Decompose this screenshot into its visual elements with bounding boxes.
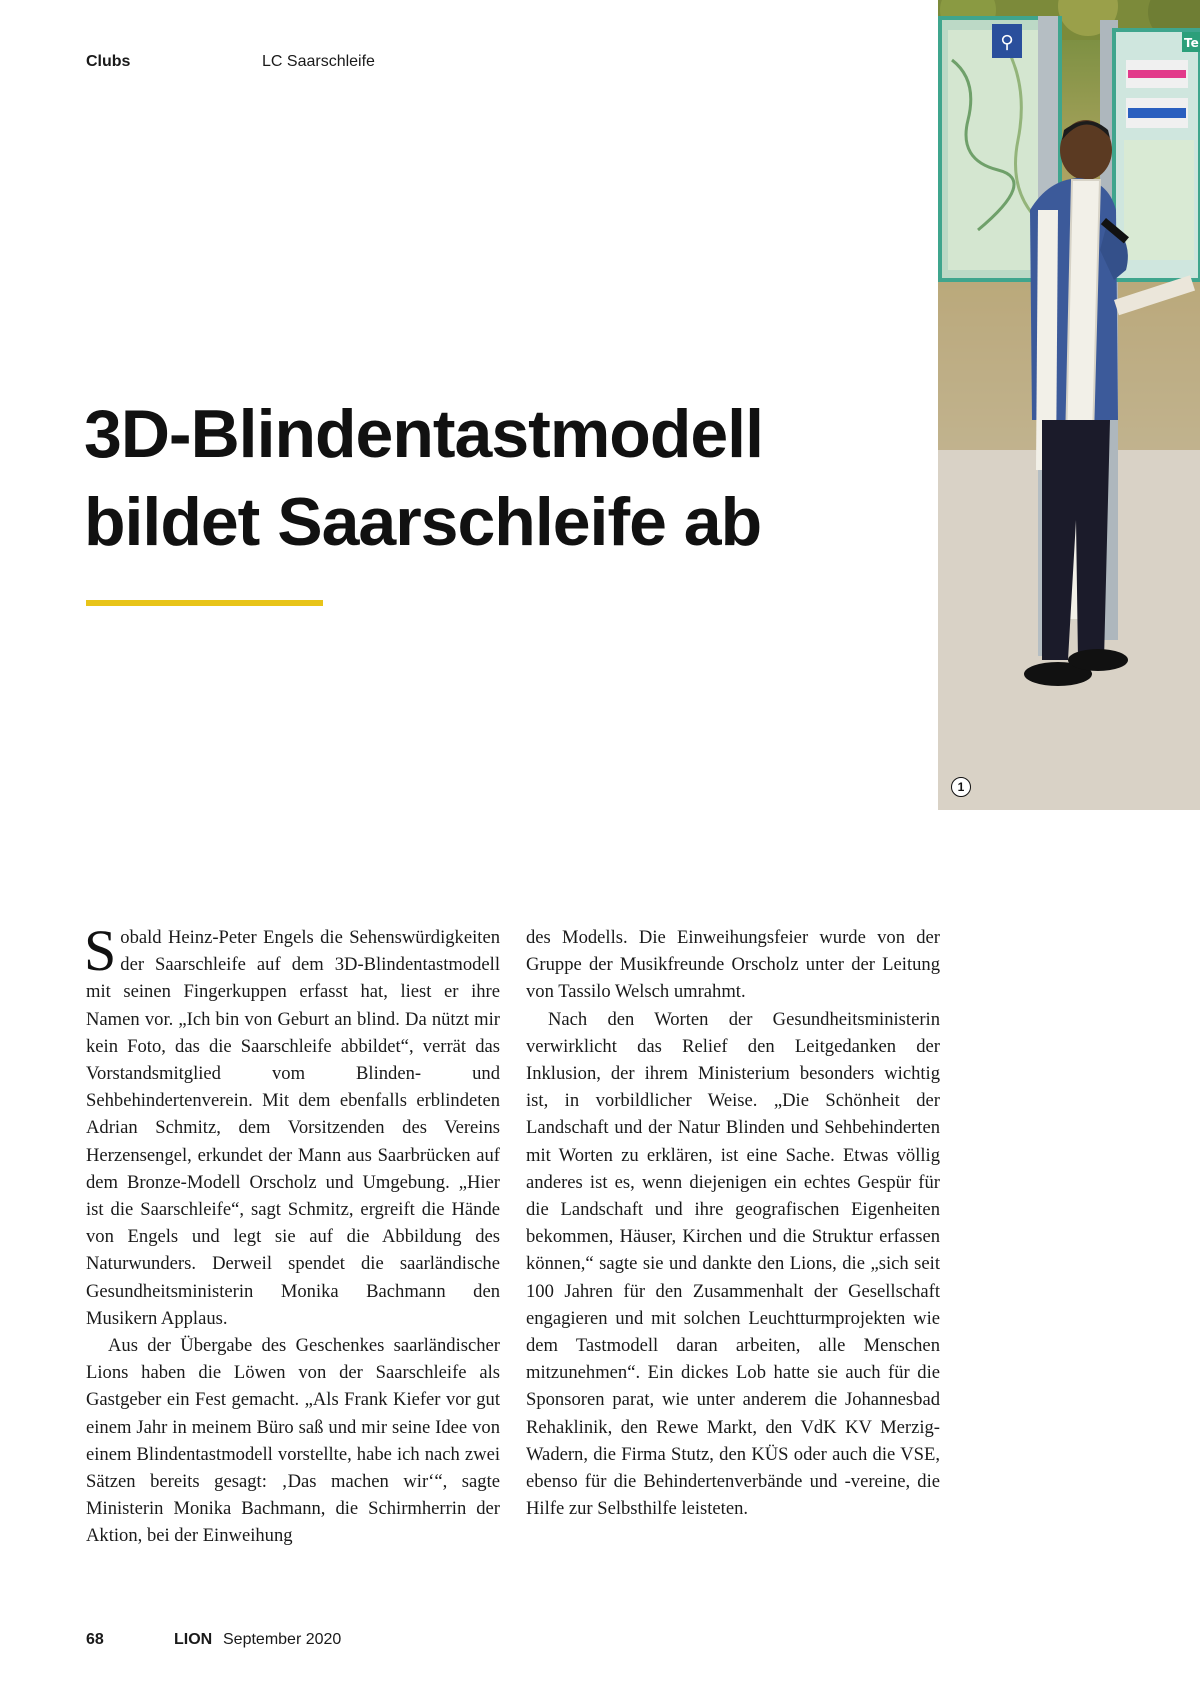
club-name: LC Saarschleife [262,53,375,70]
article-column-right [526,924,940,1522]
paragraph-3: des Modells. Die Einweihungsfeier wurde von der Gruppe der Musikfreunde Orscholz unter der Leitung von Tassilo Welsch umrahmt. [526,927,940,1003]
article-headline [84,390,904,566]
paragraph-4: Nach den Worten der Gesundheitsministerin verwirklicht das Relief den Leitgedanken der Inklusion, der ihrem Ministerium besonders wichtig ist, in vorbildlicher Weise. „Die Schönheit der Landschaft und der Natur Blinden und Sehbehinderten mit Worten zu erklären, ist eine Sache. Etwas völlig anderes ist es, wenn diejenigen ein echtes Gespür für die Landschaft und ihre geografischen Eigenheiten bekommen, Häuser, Kirchen und die Struktur erfassen können,“ sagte sie und dankte den Lions, die „sich seit 100 Jahren für den Zusammenhalt der Gesellschaft engagieren und mit solchen Leuchtturmprojekten wie dem Tastmodell daran arbeiten, alle Menschen mitzunehmen“. Ein dickes Lob hatte sie auch für die Sponsoren parat, wie unter anderem die Johannesbad Rehaklinik, den Rewe Markt, den VdK KV Merzig-Wadern, die Firma Stutz, den KÜS oder auch die VSE, ebenso für die Behindertenverbände und -vereine, die Hilfe zur Selbsthilfe leisteten. [526,1008,940,1520]
magazine-name: LION [174,1631,213,1648]
page-number: 68 [86,1631,104,1648]
issue-date: September 2020 [223,1631,342,1648]
photo-number-badge: 1 [951,777,971,797]
dropcap: S [84,918,117,983]
sign-text: Te [1184,36,1199,50]
photo-illustration [938,0,1200,810]
headline-accent-bar [86,600,323,606]
paragraph-1 [84,918,500,1332]
article-column-left [84,918,500,1550]
section-label: Clubs [86,53,131,70]
headline-line-1: 3D-Blindentastmodell [84,396,763,472]
paragraph-1-text: obald Heinz-Peter Engels die Sehenswürdigkeiten der Saarschleife auf dem 3D-Blindentastmodell mit seinen Fingerkuppen erfasst hat, liest er ihre Namen vor. „Ich bin von Geburt an blind. Da nützt mir kein Foto, das die Saarschleife abbildet“, verrät das Vorstandsmitglied vom Blinden- und Sehbehindertenverein. Mit dem ebenfalls erblindeten Adrian Schmitz, dem Vorsitzenden des Vereins Herzensengel, erkundet der Mann aus Saarbrücken auf dem Bronze-Modell Orscholz und Umgebung. „Hier ist die Saarschleife“, sagt Schmitz, ergreift die Hände von Engels und legt sie auf die Abbildung des Naturwunders. Derweil spendet die saarländische Gesundheitsministerin Monika Bachmann den Musikern Applaus. [86,927,500,1329]
headline-line-2: bildet Saarschleife ab [84,484,762,560]
article-photo [938,0,1200,810]
paragraph-2: Aus der Übergabe des Geschenkes saarländischer Lions haben die Löwen von der Saarschleife als Gastgeber ein Fest gemacht. „Als Frank Kiefer vor gut einem Jahr in meinem Büro saß und mir seine Idee von einem Blindentastmodell vorstellte, habe ich nach zwei Sätzen bereits gesagt: ‚Das machen wir‘“, sagte Ministerin Monika Bachmann, die Schirmherrin der Aktion, bei der Einweihung [86,1335,500,1547]
svg-text:⚲: ⚲ [1000,32,1014,53]
